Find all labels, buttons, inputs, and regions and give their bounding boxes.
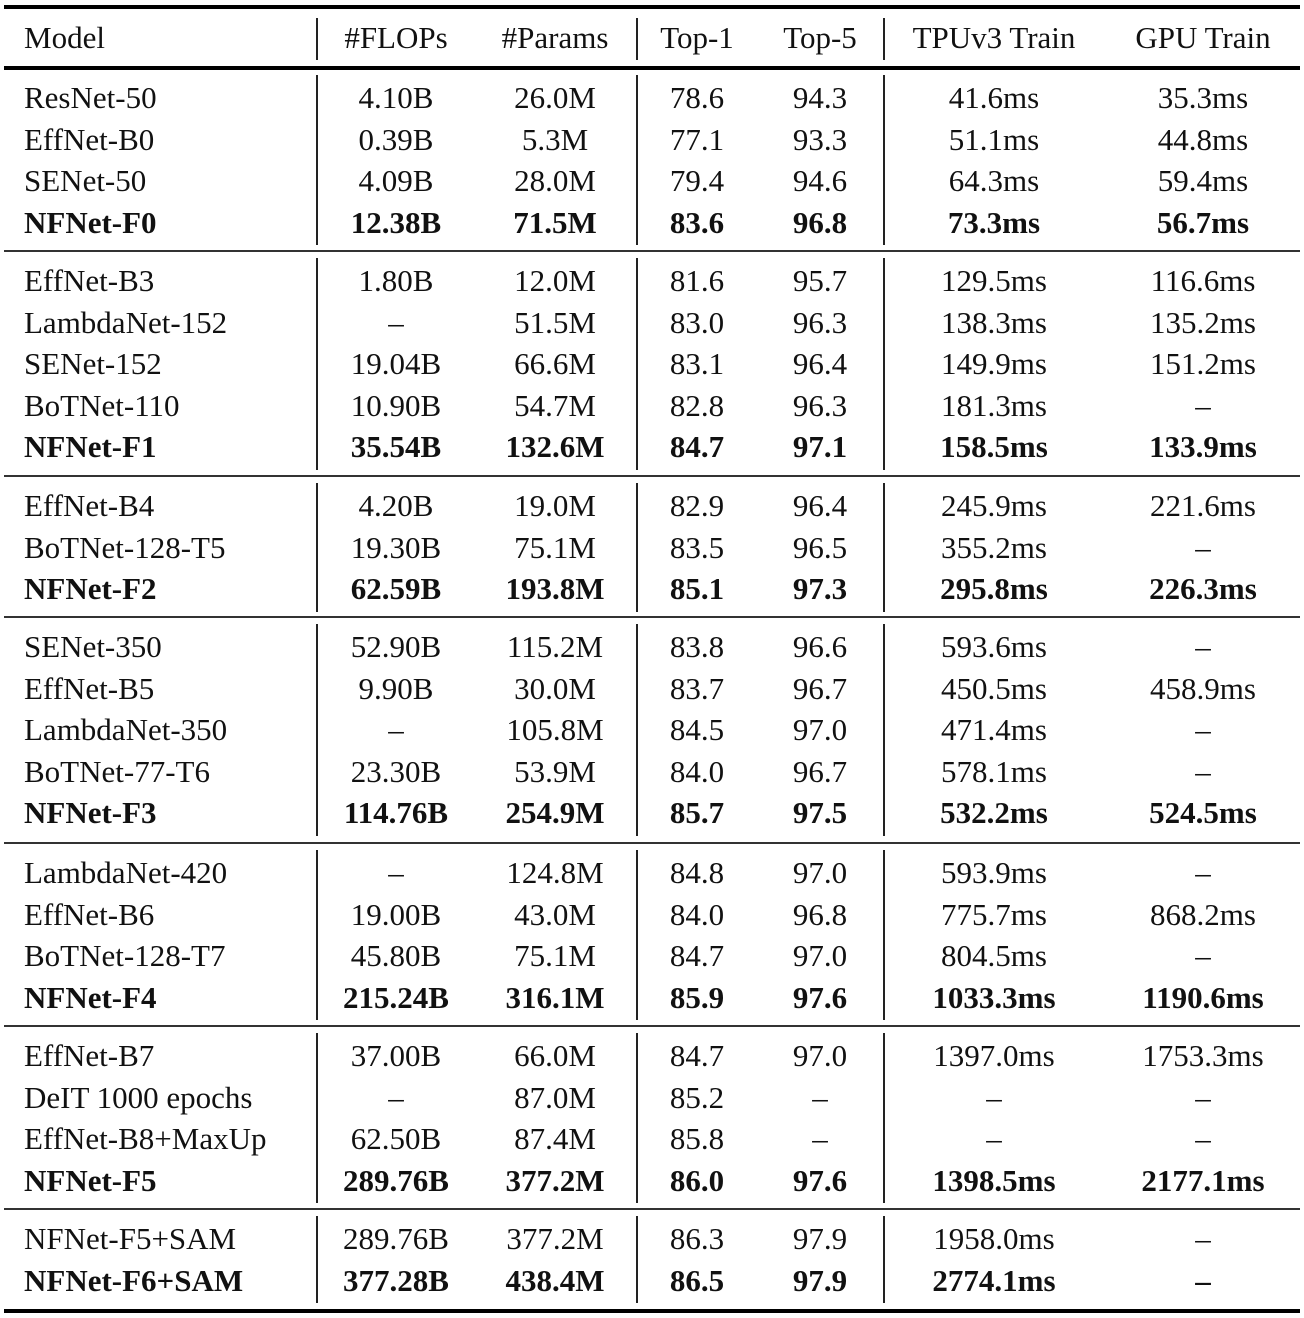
tpu-train-cell: 1958.0ms [933,1221,1055,1256]
model-cell: NFNet-F3 [24,795,157,830]
model-cell: BoTNet-128-T5 [24,529,226,565]
top5-cell: 95.7 [792,263,848,298]
flops-cell: – [388,304,404,340]
flops-cell: 4.09B [358,163,434,198]
top1-cell: 84.0 [669,753,725,789]
bottom-rule [4,1309,1300,1313]
top1-cell: 83.8 [669,629,725,664]
top5-cell: 97.1 [792,429,848,464]
column-vrule [883,624,885,836]
flops-cell: 23.30B [350,753,442,789]
tpu-train-cell: 804.5ms [941,938,1047,973]
table-row [0,977,1304,1019]
model-cell: EffNet-B4 [24,488,155,523]
model-cell: LambdaNet-152 [24,304,228,340]
model-cell: DeIT 1000 epochs [24,1079,253,1115]
table-row [0,302,1304,344]
column-vrule [316,483,318,612]
model-cell: BoTNet-110 [24,387,180,423]
group-separator [4,1025,1300,1027]
gpu-train-cell: – [1195,1221,1211,1256]
column-vrule [883,850,885,1020]
table-row [0,1218,1304,1260]
header-model: Model [24,20,105,55]
flops-cell: 10.90B [350,387,442,423]
flops-cell: – [388,1079,404,1115]
model-cell: EffNet-B8+MaxUp [24,1121,267,1156]
column-vrule [883,483,885,612]
top5-cell: 97.0 [792,938,848,973]
table-row [0,527,1304,569]
top5-cell: 97.5 [792,795,848,830]
top1-cell: 84.5 [669,712,725,747]
table-row [0,568,1304,610]
params-cell: 316.1M [505,979,605,1015]
top1-cell: 82.8 [669,387,725,423]
top1-cell: 83.7 [669,670,725,706]
top1-cell: 86.3 [669,1221,725,1256]
model-cell: NFNet-F0 [24,204,157,240]
table-row [0,935,1304,977]
params-cell: 66.6M [514,346,596,381]
gpu-train-cell: – [1195,1121,1211,1156]
params-cell: 19.0M [514,488,596,523]
model-cell: NFNet-F5+SAM [24,1221,237,1256]
top1-cell: 84.7 [669,1038,725,1073]
top5-cell: 96.8 [792,896,848,932]
params-cell: 87.0M [514,1079,596,1115]
table-row [0,1118,1304,1160]
model-cell: NFNet-F5 [24,1162,157,1198]
tpu-train-cell: 149.9ms [941,346,1047,381]
top1-cell: 77.1 [669,121,725,157]
flops-cell: 19.00B [350,896,442,932]
tpu-train-cell: 775.7ms [941,896,1047,932]
flops-cell: 1.80B [358,263,434,298]
top5-cell: 96.4 [792,346,848,381]
header-gpu-train: GPU Train [1135,20,1271,55]
top1-cell: 85.1 [669,571,725,606]
tpu-train-cell: 355.2ms [941,529,1047,565]
tpu-train-cell: 1033.3ms [932,979,1056,1015]
params-cell: 254.9M [505,795,605,830]
flops-cell: 289.76B [343,1221,449,1256]
tpu-train-cell: 593.9ms [941,855,1047,890]
gpu-train-cell: 458.9ms [1150,670,1256,706]
top1-cell: 83.5 [669,529,725,565]
top1-cell: 79.4 [669,163,725,198]
tpu-train-cell: 64.3ms [948,163,1040,198]
group-separator [4,616,1300,618]
top5-cell: 96.7 [792,670,848,706]
header-params: #Params [501,20,609,55]
flops-cell: 9.90B [358,670,434,706]
tpu-train-cell: 295.8ms [940,571,1048,606]
table-row [0,1077,1304,1119]
params-cell: 26.0M [514,80,596,115]
column-vrule [316,624,318,836]
column-vrule [636,1216,638,1303]
gpu-train-cell: 56.7ms [1156,204,1250,240]
params-cell: 132.6M [505,429,605,464]
params-cell: 28.0M [514,163,596,198]
top1-cell: 78.6 [669,80,725,115]
params-cell: 377.2M [506,1221,604,1256]
tpu-train-cell: – [986,1079,1002,1115]
flops-cell: 62.50B [350,1121,442,1156]
params-cell: 12.0M [514,263,596,298]
tpu-train-cell: 138.3ms [941,304,1047,340]
flops-cell: 289.76B [343,1162,449,1198]
tpu-train-cell: 129.5ms [941,263,1047,298]
top5-cell: 97.6 [792,979,848,1015]
params-cell: 115.2M [506,629,604,664]
model-cell: ResNet-50 [24,80,157,115]
table-row [0,485,1304,527]
table-row [0,343,1304,385]
group-separator [4,842,1300,844]
params-cell: 75.1M [514,529,596,565]
model-cell: SENet-50 [24,163,147,198]
top1-cell: 84.8 [669,855,725,890]
gpu-train-cell: – [1195,753,1211,789]
top1-cell: 83.1 [669,346,725,381]
gpu-train-cell: 226.3ms [1149,571,1257,606]
gpu-train-cell: – [1195,1079,1211,1115]
table-row [0,77,1304,119]
table-row [0,894,1304,936]
top5-cell: 97.0 [792,855,848,890]
gpu-train-cell: 44.8ms [1157,121,1249,157]
gpu-train-cell: 2177.1ms [1141,1162,1265,1198]
tpu-train-cell: 471.4ms [941,712,1047,747]
table-row [0,426,1304,468]
flops-cell: – [388,855,404,890]
flops-cell: 52.90B [350,629,442,664]
gpu-train-cell: 133.9ms [1149,429,1257,464]
top5-cell: 97.6 [792,1162,848,1198]
flops-cell: – [388,712,404,747]
table-row [0,1160,1304,1202]
top1-cell: 83.6 [669,204,725,240]
model-cell: NFNet-F1 [24,429,157,464]
top5-cell: 93.3 [792,121,848,157]
column-vrule [636,850,638,1020]
gpu-train-cell: 524.5ms [1149,795,1257,830]
header-top1: Top-1 [660,20,734,55]
gpu-train-cell: – [1195,712,1211,747]
column-vrule [883,75,885,245]
params-cell: 193.8M [505,571,605,606]
table-row [0,119,1304,161]
table-row [0,1035,1304,1077]
gpu-train-cell: – [1195,855,1211,890]
top5-cell: 94.6 [792,163,848,198]
top5-cell: 97.3 [792,571,848,606]
flops-cell: 19.30B [350,529,442,565]
header-vrule [883,18,885,60]
top1-cell: 81.6 [669,263,725,298]
params-cell: 87.4M [514,1121,596,1156]
model-cell: NFNet-F4 [24,979,157,1015]
tpu-train-cell: 1397.0ms [933,1038,1055,1073]
tpu-train-cell: 1398.5ms [932,1162,1056,1198]
top1-cell: 85.7 [669,795,725,830]
model-cell: BoTNet-77-T6 [24,753,210,789]
gpu-train-cell: 868.2ms [1150,896,1256,932]
top5-cell: 94.3 [792,80,848,115]
column-vrule [316,1216,318,1303]
header-flops: #FLOPs [344,20,448,55]
flops-cell: 35.54B [350,429,442,464]
gpu-train-cell: – [1195,387,1211,423]
top-rule [4,5,1300,9]
top5-cell: 97.0 [792,712,848,747]
group-separator [4,1208,1300,1210]
flops-cell: 114.76B [343,795,449,830]
top5-cell: 97.0 [792,1038,848,1073]
table-row [0,202,1304,244]
top1-cell: 84.0 [669,896,725,932]
column-vrule [883,1216,885,1303]
tpu-train-cell: 245.9ms [941,488,1047,523]
model-cell: EffNet-B7 [24,1038,155,1073]
gpu-train-cell: 116.6ms [1150,263,1256,298]
params-cell: 124.8M [506,855,604,890]
top5-cell: 96.4 [792,488,848,523]
flops-cell: 377.28B [343,1262,449,1298]
top1-cell: 84.7 [669,938,725,973]
column-vrule [636,75,638,245]
header-tpu-train: TPUv3 Train [912,20,1076,55]
column-vrule [316,75,318,245]
top1-cell: 86.5 [669,1262,725,1298]
gpu-train-cell: 135.2ms [1150,304,1256,340]
table-header [0,17,1304,59]
gpu-train-cell: – [1195,529,1211,565]
top1-cell: 86.0 [669,1162,725,1198]
params-cell: 43.0M [514,896,596,932]
flops-cell: 4.10B [358,80,434,115]
tpu-train-cell: 450.5ms [941,670,1047,706]
top1-cell: 85.8 [669,1121,725,1156]
top5-cell: – [812,1121,828,1156]
flops-cell: 19.04B [350,346,442,381]
params-cell: 71.5M [513,204,597,240]
tpu-train-cell: 41.6ms [948,80,1040,115]
gpu-train-cell: 35.3ms [1157,80,1249,115]
params-cell: 54.7M [514,387,596,423]
flops-cell: 45.80B [350,938,442,973]
flops-cell: 215.24B [343,979,449,1015]
flops-cell: 62.59B [350,571,442,606]
model-cell: BoTNet-128-T7 [24,938,226,973]
tpu-train-cell: 73.3ms [947,204,1041,240]
column-vrule [316,850,318,1020]
model-cell: EffNet-B0 [24,121,155,157]
gpu-train-cell: – [1195,938,1211,973]
gpu-train-cell: – [1195,629,1211,664]
flops-cell: 4.20B [358,488,434,523]
tpu-train-cell: 51.1ms [948,121,1040,157]
top1-cell: 82.9 [669,488,725,523]
table-row [0,260,1304,302]
params-cell: 66.0M [514,1038,596,1073]
header-vrule [316,18,318,60]
tpu-train-cell: 158.5ms [940,429,1048,464]
gpu-train-cell: 1753.3ms [1142,1038,1264,1073]
params-cell: 5.3M [521,121,589,157]
column-vrule [636,624,638,836]
params-cell: 377.2M [505,1162,605,1198]
tpu-train-cell: 2774.1ms [932,1262,1056,1298]
top5-cell: 96.7 [792,753,848,789]
tpu-train-cell: 532.2ms [940,795,1048,830]
model-cell: EffNet-B5 [24,670,155,706]
top1-cell: 83.0 [669,304,725,340]
model-cell: EffNet-B6 [24,896,155,932]
column-vrule [316,258,318,470]
column-vrule [636,258,638,470]
table-row [0,160,1304,202]
top5-cell: 96.6 [792,629,848,664]
column-vrule [316,1033,318,1203]
top1-cell: 84.7 [669,429,725,464]
top1-cell: 85.9 [669,979,725,1015]
column-vrule [883,258,885,470]
top5-cell: 96.8 [792,204,848,240]
top5-cell: 96.3 [792,304,848,340]
table-row [0,852,1304,894]
top5-cell: 97.9 [792,1262,848,1298]
gpu-train-cell: 151.2ms [1150,346,1256,381]
gpu-train-cell: – [1195,1262,1211,1298]
gpu-train-cell: 221.6ms [1150,488,1256,523]
params-cell: 30.0M [514,670,596,706]
tpu-train-cell: 593.6ms [941,629,1047,664]
flops-cell: 0.39B [358,121,434,157]
model-cell: NFNet-F2 [24,571,157,606]
table-row [0,626,1304,668]
group-separator [4,475,1300,477]
table-row [0,792,1304,834]
top5-cell: 97.9 [792,1221,848,1256]
table-row [0,1260,1304,1302]
header-top5: Top-5 [783,20,857,55]
header-vrule [636,18,638,60]
top5-cell: – [812,1079,828,1115]
model-cell: LambdaNet-350 [24,712,228,747]
params-cell: 105.8M [506,712,604,747]
table-row [0,385,1304,427]
table-row [0,668,1304,710]
params-cell: 53.9M [514,753,596,789]
params-cell: 438.4M [505,1262,605,1298]
tpu-train-cell: 578.1ms [941,753,1047,789]
column-vrule [636,483,638,612]
column-vrule [636,1033,638,1203]
model-cell: EffNet-B3 [24,263,155,298]
model-cell: LambdaNet-420 [24,855,228,890]
header-rule [4,66,1300,70]
tpu-train-cell: 181.3ms [941,387,1047,423]
flops-cell: 12.38B [350,204,442,240]
tpu-train-cell: – [986,1121,1002,1156]
model-cell: SENet-350 [24,629,162,664]
top1-cell: 85.2 [669,1079,725,1115]
model-cell: SENet-152 [24,346,162,381]
params-cell: 51.5M [514,304,596,340]
top5-cell: 96.5 [792,529,848,565]
params-cell: 75.1M [514,938,596,973]
gpu-train-cell: 59.4ms [1157,163,1249,198]
group-separator [4,250,1300,252]
top5-cell: 96.3 [792,387,848,423]
gpu-train-cell: 1190.6ms [1142,979,1264,1015]
table-row [0,709,1304,751]
column-vrule [883,1033,885,1203]
table-row [0,751,1304,793]
model-cell: NFNet-F6+SAM [24,1262,244,1298]
flops-cell: 37.00B [350,1038,442,1073]
